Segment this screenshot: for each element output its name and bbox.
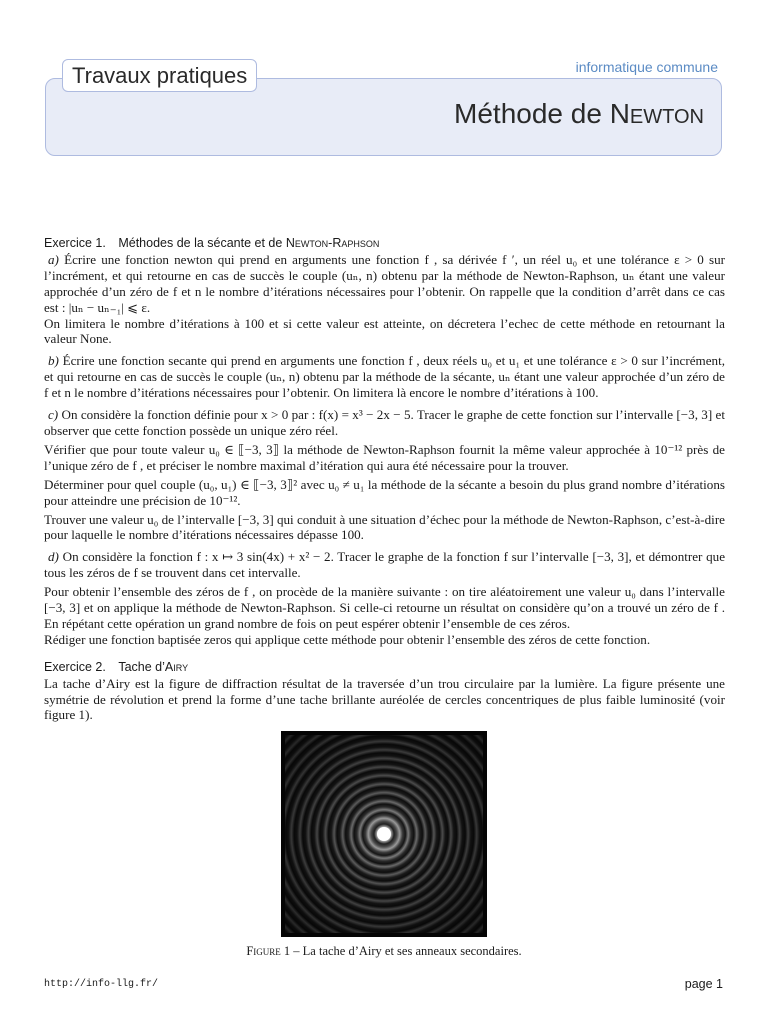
page-number: page 1 <box>684 977 723 991</box>
exercise-2-title: Exercice 2. Tache d’ <box>44 659 165 674</box>
question-c <box>44 407 725 439</box>
question-b-label: b) <box>48 353 59 369</box>
question-c-text-2: Vérifier que pour toute valeur u₀ ∈ ⟦−3, 3⟧ la méthode de Newton-Raphson fournit la même valeur approchée à 10⁻¹² près de l’unique zéro de f , et préciser le nombre maximal d’itération qui aura été nécessaire pour la trouver. <box>44 441 725 473</box>
footer-url-link[interactable]: http://info-llg.fr/ <box>44 979 159 990</box>
exercise-2-heading <box>44 660 725 676</box>
question-d-text-2: Pour obtenir l’ensemble des zéros de f , on procède de la manière suivante : on tire aléatoirement une valeur u₀ dans l’intervalle [−3, 3] et on applique la méthode de Newton-Raphson. Si celle-ci retourne un résultat on considère qu’on a trouvé un zéro de f . En répétant cette opération un grand nombre de fois on peut espérer obtenir l’ensemble de ces zéros. <box>44 584 725 631</box>
figure-caption-text: – La tache d’Airy et ses anneaux secondaires. <box>290 944 522 958</box>
exercise-2-text: La tache d’Airy est la figure de diffraction résultat de la traversée d’un trou circulaire par la lumière. La figure présente une symétrie de révolution et prend la forme d’une tache brillante auréolée de cercles concentriques de plus faible luminosité (voir figure 1). <box>44 675 725 723</box>
exercise-2-title-name: Airy <box>164 659 189 674</box>
question-b <box>44 353 725 401</box>
figure-caption <box>0 944 768 959</box>
question-c-text-4: Trouver une valeur u₀ de l’intervalle [−3, 3] qui conduit à une situation d’échec pour la méthode de Newton-Raphson, c’est-à-dire pour laquelle le nombre d’itérations nécessaires dépasse 100. <box>44 511 725 543</box>
figure-caption-label: Figure 1 <box>246 944 291 958</box>
question-c-label: c) <box>48 407 59 423</box>
document-type-label: Travaux pratiques <box>62 59 257 92</box>
question-b-text: Écrire une fonction secante qui prend en arguments une fonction f , deux réels u₀ et u₁ et une tolérance ε > 0 sur l’incrément, et qui retourne en cas de succès le couple (uₙ, n) obtenu par la méthode de la sécante, uₙ étant une valeur approchée d’un zéro de f et n le nombre d’itérations nécessaires pour l’obtenir. On limitera là encore le nombre d’itérations à 100. <box>44 353 725 401</box>
question-a-label: a) <box>48 251 59 267</box>
page-title <box>454 98 704 130</box>
airy-central-spot <box>377 827 391 841</box>
exercise-1-title: Exercice 1. Méthodes de la sécante et de <box>44 236 286 250</box>
question-a-text-2: On limitera le nombre d’itérations à 100 et si cette valeur est atteinte, on décretera l’echec de cette méthode en retournant la valeur None. <box>44 315 725 347</box>
question-c-text-3: Déterminer pour quel couple (u₀, u₁) ∈ ⟦−3, 3⟧² avec u₀ ≠ u₁ la méthode de la sécante a besoin du plus grand nombre d’itérations pour atteindre une précision de 10⁻¹². <box>44 476 725 508</box>
question-a-text: Écrire une fonction newton qui prend en arguments une fonction f , sa dérivée f ′, un réel u₀ et une tolérance ε > 0 sur l’incrément, et qui retourne en cas de succès le couple (uₙ, n) obtenu par la méthode de Newton-Raphson, uₙ étant une valeur approchée d’un zéro de f et n le nombre d’itérations nécessaires pour l’obtenir. On rappelle que la condition d’arrêt dans ce cas est : |uₙ − uₙ₋₁| ⩽ ε. <box>44 251 726 315</box>
question-d-label: d) <box>48 549 59 565</box>
airy-disk-figure <box>281 731 487 937</box>
question-a <box>44 252 725 316</box>
main-content <box>44 236 725 723</box>
question-d-text-3: Rédiger une fonction baptisée zeros qui applique cette méthode pour obtenir l’ensemble des zéros de cette fonction. <box>44 631 651 647</box>
question-d-text: On considère la fonction f : x ↦ 3 sin(4x) + x² − 2. Tracer le graphe de la fonction f sur l’intervalle [−3, 3], et démontrer que tous les zéros de f se trouvent dans cet intervalle. <box>44 549 725 581</box>
exercise-1-heading <box>44 236 725 252</box>
page-title-prefix: Méthode de <box>454 98 610 129</box>
question-d <box>44 549 725 581</box>
question-c-text: On considère la fonction définie pour x > 0 par : f(x) = x³ − 2x − 5. Tracer le graphe de cette fonction sur l’intervalle [−3, 3] et observer que cette fonction possède un unique zéro réel. <box>44 407 725 438</box>
page-title-name: Newton <box>609 98 704 129</box>
course-name: informatique commune <box>575 59 718 75</box>
exercise-1-title-name: Newton-Raphson <box>285 236 380 250</box>
